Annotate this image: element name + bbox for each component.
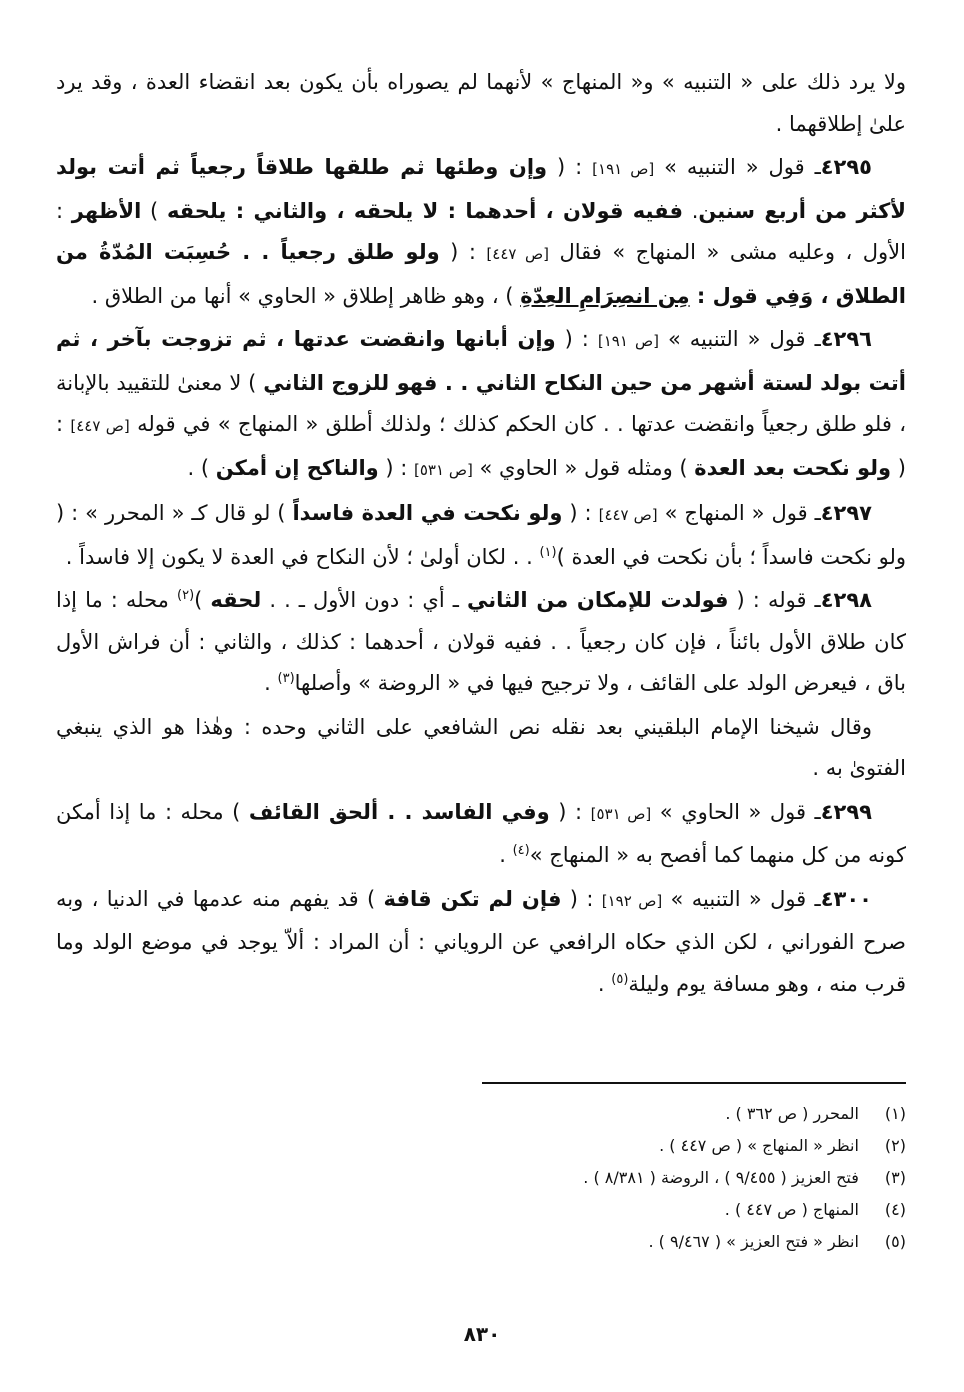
- paragraph-intro: [56, 62, 906, 145]
- footnote-number: (٥): [884, 1232, 906, 1251]
- page-reference: [ص ٥٣١]: [590, 804, 652, 823]
- quoted-text: فولدت للإمكان من الثاني: [466, 588, 729, 612]
- footnote-3: [56, 1162, 906, 1194]
- footnote-text: فتح العزيز ( ٩/٤٥٥ ) ، الروضة ( ٨/٣٨١ ) .: [583, 1168, 859, 1187]
- text-run: ـ أي : دون الأول ـ . .: [261, 588, 467, 612]
- text-run: .: [597, 971, 612, 996]
- text-run: : (: [547, 155, 593, 179]
- footnote-number: (٤): [884, 1200, 906, 1219]
- page-reference: [ص ١٩١]: [597, 332, 659, 350]
- quoted-text: ولو نكحت في العدة فاسداً: [292, 501, 563, 525]
- text-run: : (: [549, 799, 591, 824]
- footnote-marker[interactable]: (٥): [611, 971, 629, 987]
- text-run: : (: [561, 886, 602, 911]
- footnote-marker[interactable]: (٣): [277, 671, 295, 686]
- footnote-number: (٢): [884, 1136, 906, 1155]
- paragraph-4300: [56, 879, 906, 1006]
- paragraph-4299: [56, 792, 906, 877]
- quoted-text: وإن أبانها وانقضت عدتها ، ثم تزوجت بآخر ، ثم أتت بولد لستة أشهر من حين النكاح الثاني . . فهو للزوج الثاني: [56, 327, 906, 395]
- page-reference: [ص ١٩١]: [592, 160, 655, 178]
- paragraph-4296: [56, 319, 906, 491]
- quoted-text: وفي الفاسد . . ألحق القائف: [248, 799, 550, 824]
- text-run: ) لو قال كـ « المحرر » : ( ولو نكحت فاسداً ؛ بأن نكحت في العدة ): [56, 501, 906, 569]
- footnote-1: [56, 1098, 906, 1130]
- text-run: : (: [439, 240, 487, 264]
- text-run: ـ قول « التنبيه »: [662, 886, 821, 911]
- footnote-number: (٣): [884, 1168, 906, 1187]
- text-run: ) لا معنىٰ للتقييد بالإبانة ، فلو طلق رجعياً وانقضت عدتها . . كان الحكم كذلك ؛ ولذلك أطلق « المنهاج » في قوله: [56, 370, 906, 436]
- page-reference: [ص ٤٤٧]: [598, 506, 658, 524]
- text-run: ) .: [187, 455, 216, 480]
- quoted-text: ففيه قولان ، أحدهما : لا يلحقه ، والثاني : يلحقه: [166, 198, 683, 223]
- footnote-marker[interactable]: (٤): [512, 843, 530, 858]
- footnote-text: انظر « المنهاج » ( ص ٤٤٧ ) .: [659, 1136, 859, 1155]
- paragraph-4295: [56, 147, 906, 317]
- entry-number: ٤٢٩٨: [820, 588, 872, 612]
- page-reference: [ص ٥٣١]: [414, 460, 473, 479]
- main-text: [56, 62, 906, 1007]
- text-run: محله : ما إذا كان طلاق الأول بائناً ، فإن كان رجعياً . . ففيه قولان ، أحدهما : كذلك ، والثاني : أن فراش الأول باق ، فيعرض الولد على القائف ، ولا ترجيح فيها في « الروضة » وأصلها: [56, 588, 906, 695]
- text-run: .: [499, 843, 513, 867]
- text-run: ) ومثله قول « الحاوي »: [472, 455, 695, 480]
- page-number: ٨٣٠: [463, 1322, 501, 1346]
- text-run: : (: [378, 455, 415, 480]
- text-run: : الأول ، وعليه مشى « المنهاج » فقال: [56, 198, 906, 264]
- text-run: ) ، وهو ظاهر إطلاق « الحاوي » أنها من الطلاق .: [91, 283, 521, 308]
- text-run: . . لكان أولىٰ ؛ لأن النكاح في العدة لا يكون إلا فاسداً .: [65, 544, 540, 569]
- footnotes: [56, 1098, 906, 1258]
- quoted-text: ولو طلق رجعياً . . حُسِبَت المُدّةُ من الطلاق ، وَفِي قول :: [56, 240, 906, 308]
- entry-number: ٤٣٠٠: [820, 886, 872, 911]
- text-run: ـ قول « التنبيه »: [658, 327, 821, 351]
- footnote-number: (١): [884, 1104, 906, 1123]
- text-run: وقال شيخنا الإمام البلقيني بعد نقله نص الشافعي على الثاني وحده : وهٰذا هو الذي ينبغي الفتوىٰ به .: [56, 714, 906, 780]
- text-run: .: [264, 671, 278, 695]
- underlined-quote: مِن انصِرَامِ العِدّةِ: [520, 283, 690, 308]
- footnote-marker[interactable]: (٢): [177, 588, 195, 603]
- quoted-text: ولو نكحت بعد العدة: [694, 455, 892, 480]
- quoted-text: فإن لم تكن قافة: [383, 886, 562, 911]
- footnote-5: [56, 1226, 906, 1258]
- text-run: ـ قول « الحاوي »: [651, 799, 821, 824]
- entry-number: ٤٢٩٩: [820, 799, 872, 824]
- text-run: ) قد يفهم منه عدمها في الدنيا ، وبه صرح الفوراني ، لكن الذي حكاه الرافعي عن الروياني : أن المراد : ألاّ يوجد في موضع الولد وما قرب منه ، وهو مسافة يوم وليلة: [56, 886, 906, 996]
- text-run: ـ قول « المنهاج »: [657, 501, 821, 525]
- text-run: .: [682, 198, 699, 223]
- entry-number: ٤٢٩٧: [820, 501, 873, 525]
- paragraph-bulqini: [56, 707, 906, 790]
- footnote-2: [56, 1130, 906, 1162]
- footnote-text: المحرر ( ص ٣٦٢ ) .: [725, 1104, 859, 1123]
- text-run: : (: [56, 412, 906, 480]
- text-run: ): [194, 588, 211, 612]
- text-run: ـ قوله : (: [728, 588, 821, 612]
- quoted-text: الأظهر: [71, 198, 142, 223]
- entry-number: ٤٢٩٥: [820, 155, 873, 179]
- page-reference: [ص ١٩٢]: [601, 891, 663, 910]
- page-reference: [ص ٤٤٧]: [70, 417, 130, 435]
- page-reference: [ص ٤٤٧]: [486, 245, 550, 263]
- paragraph-4298: [56, 580, 906, 705]
- quoted-text: وإن وطئها ثم طلقها طلاقاً رجعياً ثم أتت بولد لأكثر من أربع سنين: [56, 155, 906, 223]
- paragraph-4297: [56, 493, 906, 578]
- text-run: : (: [555, 327, 598, 351]
- quoted-text: لحقه: [210, 588, 262, 612]
- text-run: ) محله : ما إذا أمكن كونه من كل منهما كما أفصح به « المنهاج »: [56, 799, 906, 867]
- quoted-text: والناكح إن أمكن: [215, 455, 379, 480]
- text-run: ولا يرد ذلك على « التنبيه » و« المنهاج » لأنهما لم يصوراه بأن يكون بعد انقضاء العدة ، وقد يرد علىٰ إطلاقهما .: [56, 70, 906, 136]
- footnote-separator: [482, 1082, 906, 1084]
- footnote-text: المنهاج ( ص ٤٤٧ ) .: [724, 1200, 859, 1219]
- text-run: ): [141, 198, 167, 223]
- footnote-4: [56, 1194, 906, 1226]
- entry-number: ٤٢٩٦: [820, 327, 873, 351]
- footnote-text: انظر « فتح العزيز » ( ٩/٤٦٧ ) .: [648, 1232, 859, 1251]
- footnote-marker[interactable]: (١): [539, 544, 557, 560]
- text-run: : (: [562, 501, 599, 525]
- text-run: ـ قول « التنبيه »: [654, 155, 821, 179]
